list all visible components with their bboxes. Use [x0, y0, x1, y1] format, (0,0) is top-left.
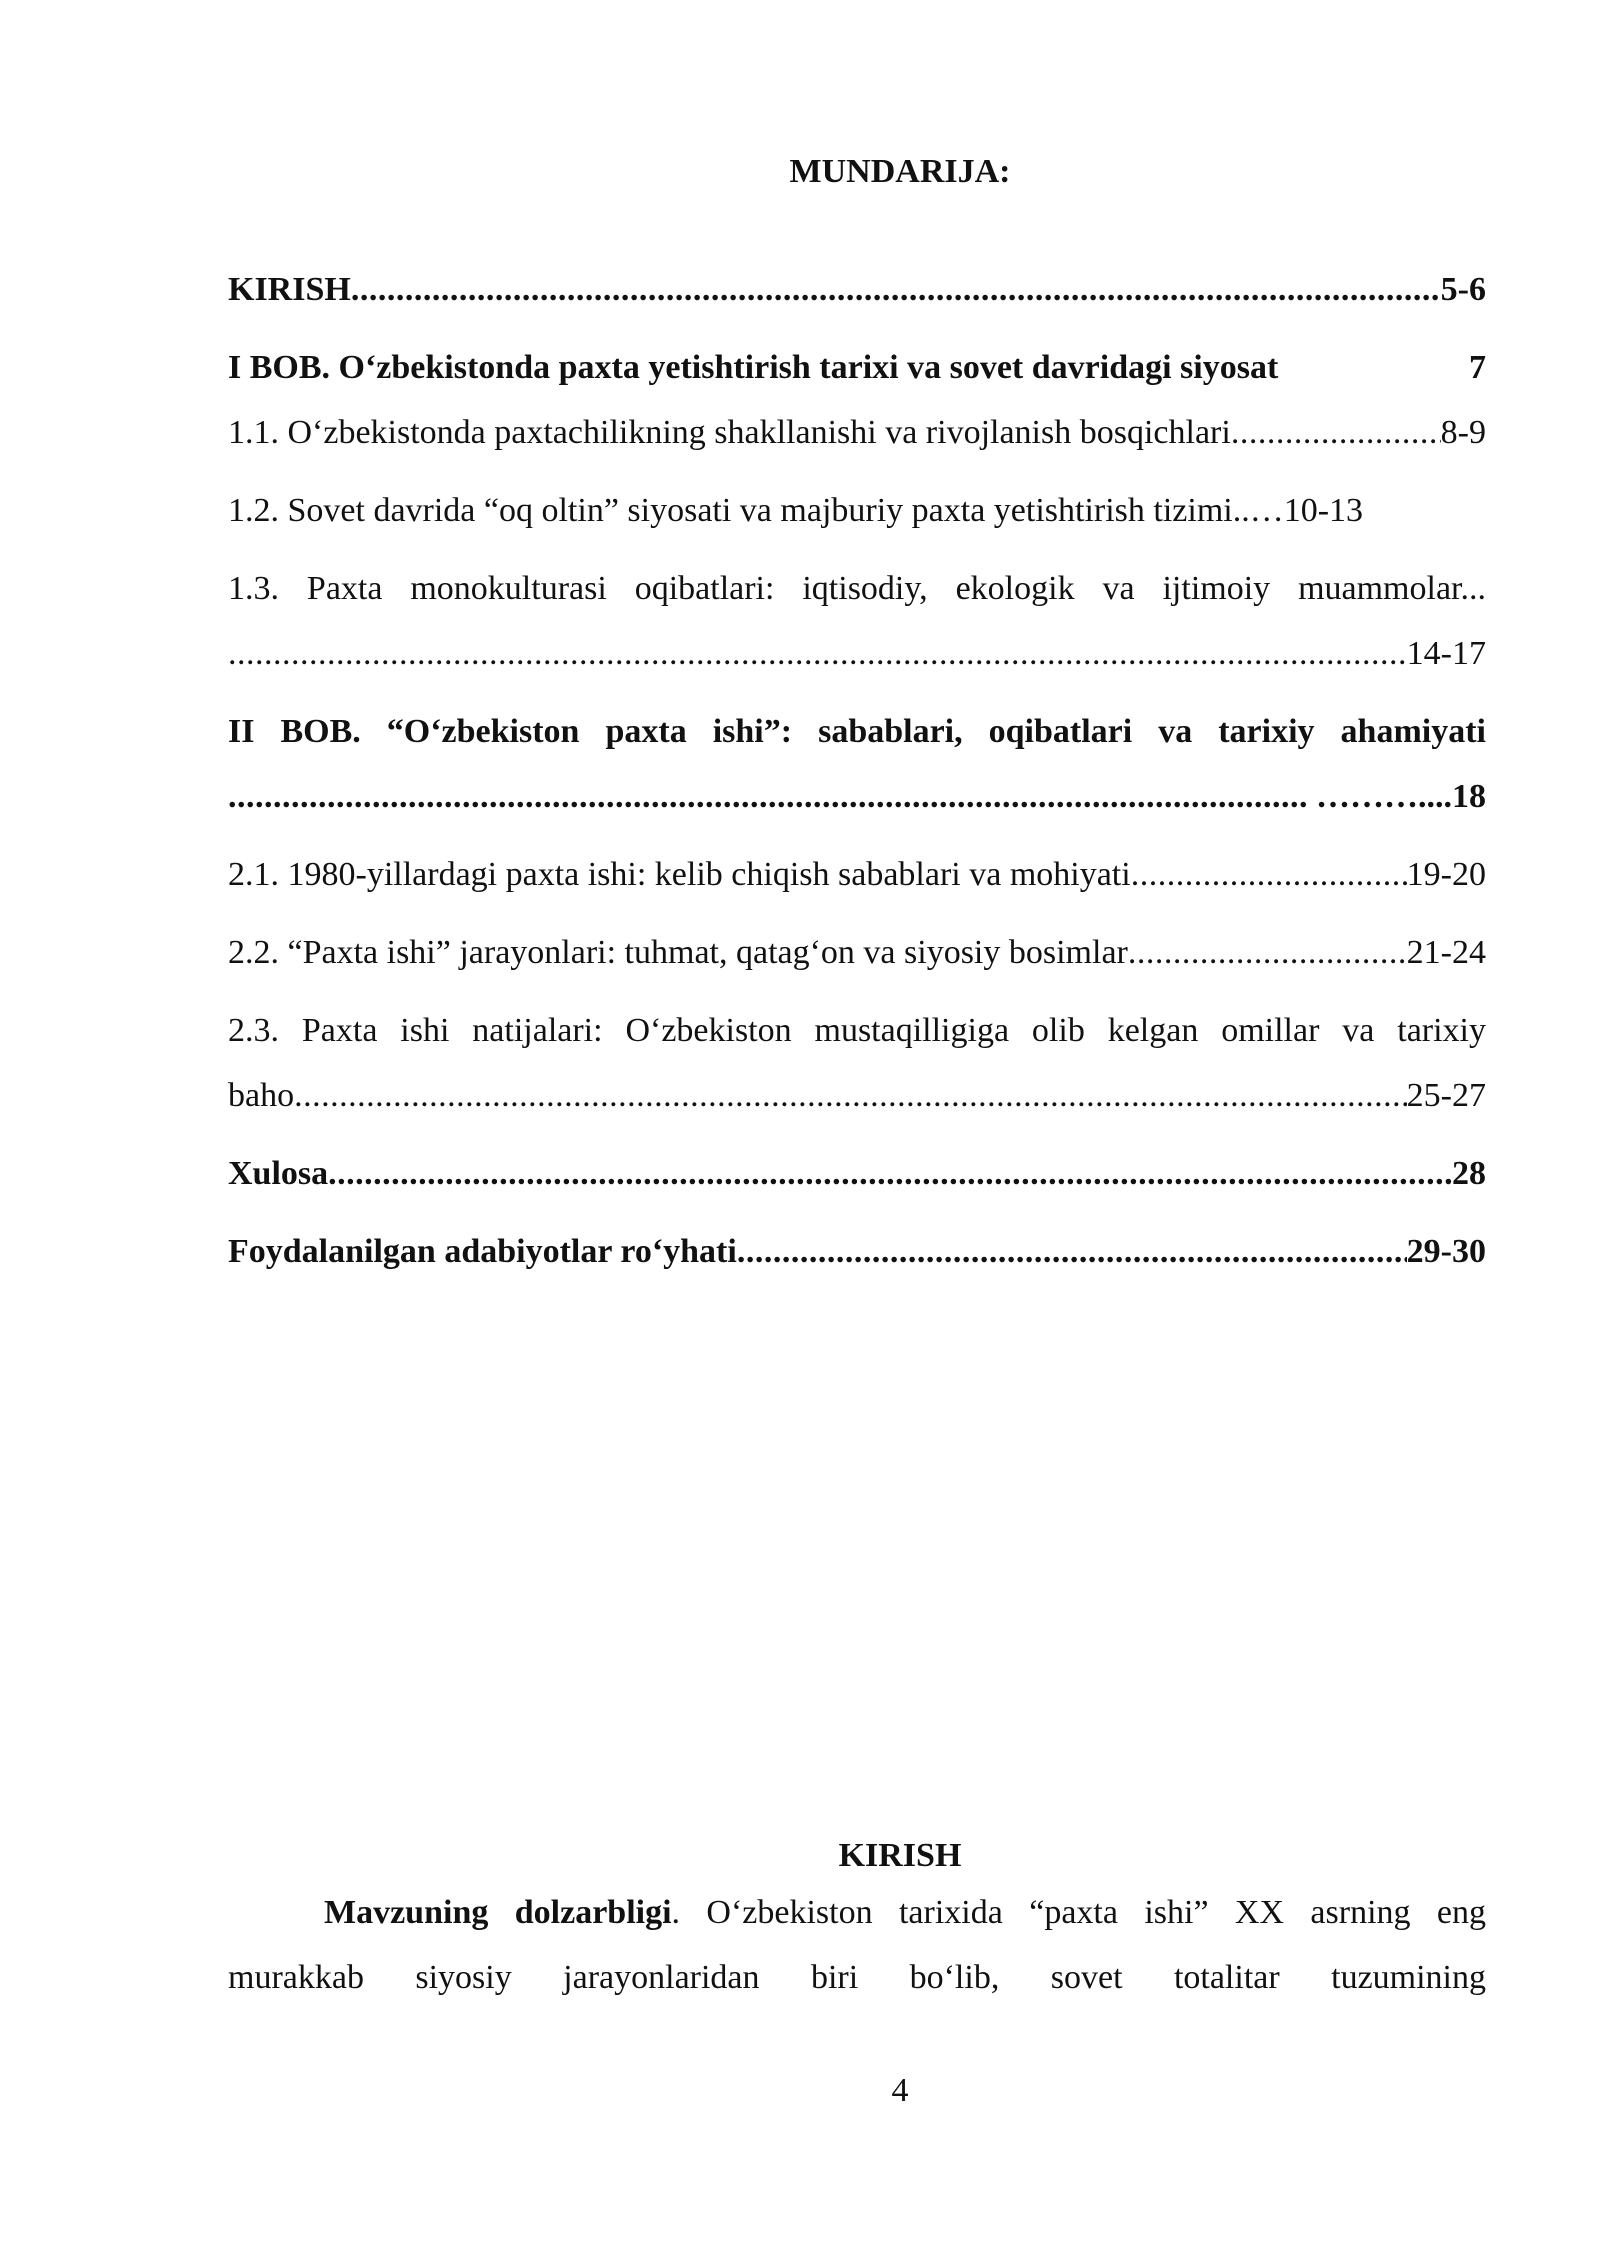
toc-leader-dots [351, 270, 1441, 310]
section-heading: KIRISH [838, 1837, 962, 1874]
toc-entry-label: 2.3. Paxta ishi natijalari: O‘zbekiston mustaqilligiga olib kelgan omillar va tarixiy [228, 1012, 1486, 1049]
toc-entry-references [228, 1232, 1486, 1272]
toc-entry-2-2 [228, 933, 1486, 973]
toc-title: MUNDARIJA: [789, 153, 1011, 190]
toc-leader-dots [1128, 933, 1407, 973]
toc-entry-label: Xulosa [228, 1155, 329, 1192]
toc-entry-kirish [228, 270, 1486, 310]
toc-entry-1-2 [228, 491, 1486, 531]
toc-page-number: 19-20 [1406, 856, 1486, 893]
toc-entry-label: 1.2. Sovet davrida “oq oltin” siyosati va majburiy paxta yetishtirish tizimi [228, 492, 1233, 529]
toc-entry-label: I BOB. O‘zbekistonda paxta yetishtirish tarixi va sovet davridagi siyosat [228, 349, 1279, 386]
toc-entry-2-1 [228, 855, 1486, 895]
toc-entry-label: II BOB. “O‘zbekiston paxta ishi”: sabablari, oqibatlari va tarixiy ahamiyati [228, 713, 1486, 750]
toc-entry-2-3-cont [228, 1076, 1486, 1116]
toc-page-number: 25-27 [1406, 1077, 1486, 1114]
toc-entry-1-3 [228, 569, 1486, 609]
toc-page-number: 5-6 [1440, 271, 1486, 308]
toc-leader-dots [1231, 413, 1441, 453]
toc-entry-chapter-2-cont [228, 777, 1486, 817]
toc-entry-chapter-1 [228, 348, 1486, 388]
paragraph-text: . O‘zbekiston tarixida “paxta ishi” XX asrning eng [671, 1894, 1486, 1931]
toc-page-number: 10-13 [1283, 492, 1364, 529]
toc-entry-1-3-cont [228, 634, 1486, 674]
paragraph-line [228, 1893, 1486, 1933]
toc-entry-chapter-2 [228, 712, 1486, 752]
toc-leader-dots: ..… [1232, 492, 1284, 529]
toc-page-number: 14-17 [1406, 635, 1486, 672]
toc-leader-dots [228, 634, 1407, 674]
toc-entry-label: 2.1. 1980-yillardagi paxta ishi: kelib chiqish sabablari va mohiyati [228, 856, 1131, 893]
toc-leader-dots [737, 1232, 1407, 1272]
toc-entry-label: 1.3. Paxta monokulturasi oqibatlari: iqtisodiy, ekologik va ijtimoiy muammolar... [228, 570, 1486, 607]
toc-leader-dots [328, 1154, 1452, 1194]
toc-page-number: 8-9 [1440, 414, 1486, 451]
toc-page-number: 18 [1452, 778, 1486, 815]
page-number: 4 [891, 2072, 909, 2109]
toc-leader-tail: . ……….... [1299, 778, 1452, 815]
toc-entry-xulosa [228, 1154, 1486, 1194]
toc-entry-2-3 [228, 1011, 1486, 1051]
toc-entry-label: KIRISH [228, 271, 351, 308]
paragraph-lead: Mavzuning dolzarbligi [324, 1894, 672, 1931]
toc-page-number: 21-24 [1406, 934, 1486, 971]
toc-page-number: 28 [1452, 1155, 1486, 1192]
toc-leader-dots [228, 777, 1299, 817]
toc-leader-dots [294, 1076, 1407, 1116]
toc-entry-label: Foydalanilgan adabiyotlar ro‘yhati [228, 1233, 737, 1270]
toc-entry-1-1 [228, 413, 1486, 453]
toc-entry-label: 2.2. “Paxta ishi” jarayonlari: tuhmat, qatag‘on va siyosiy bosimlar [228, 934, 1128, 971]
toc-leader-dots [1131, 855, 1407, 895]
toc-entry-label: 1.1. O‘zbekistonda paxtachilikning shakllanishi va rivojlanish bosqichlari [228, 414, 1231, 451]
toc-entry-label: baho [228, 1077, 295, 1114]
toc-page-number: 29-30 [1406, 1233, 1486, 1270]
paragraph-line: murakkab siyosiy jarayonlaridan biri bo‘lib, sovet totalitar tuzumining [228, 1959, 1486, 1996]
toc-page-number: 7 [1469, 349, 1486, 386]
